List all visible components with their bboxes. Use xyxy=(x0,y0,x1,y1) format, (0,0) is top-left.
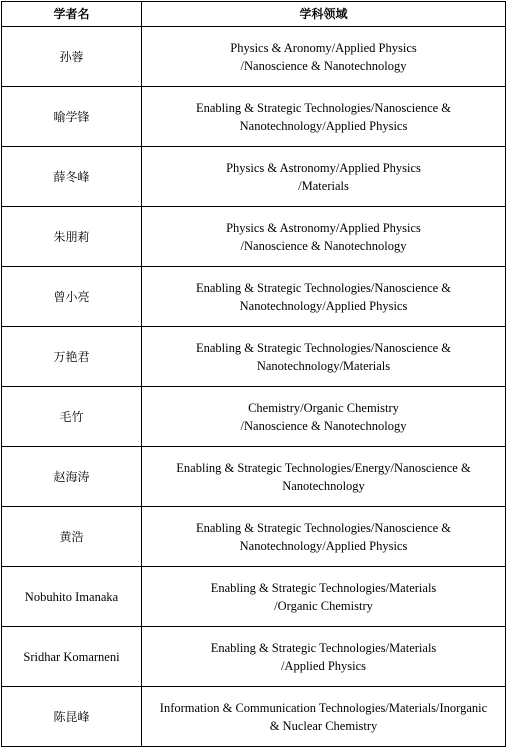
table-row xyxy=(2,507,506,567)
header-field: 学科领域 xyxy=(142,2,506,27)
field-line: /Nanoscience & Nanotechnology xyxy=(240,238,407,253)
table-row xyxy=(2,267,506,327)
research-field xyxy=(142,627,506,687)
field-line: /Applied Physics xyxy=(280,658,367,673)
table-row xyxy=(2,327,506,387)
scholar-name: 朱朋莉 xyxy=(2,207,142,267)
scholar-name: Nobuhito Imanaka xyxy=(2,567,142,627)
scholar-name: 孙蓉 xyxy=(2,27,142,87)
field-line: Enabling & Strategic Technologies/Materials xyxy=(210,640,437,655)
field-line: Nanotechnology xyxy=(282,478,365,493)
research-field xyxy=(142,87,506,147)
table-row xyxy=(2,387,506,447)
table-row xyxy=(2,147,506,207)
scholar-name: 毛竹 xyxy=(2,387,142,447)
research-field xyxy=(142,267,506,327)
field-line: Nanotechnology/Materials xyxy=(256,358,391,373)
research-field xyxy=(142,327,506,387)
field-line: Chemistry/Organic Chemistry xyxy=(248,400,399,415)
scholar-name: 陈昆峰 xyxy=(2,687,142,747)
table-row xyxy=(2,207,506,267)
research-field xyxy=(142,567,506,627)
research-field xyxy=(142,207,506,267)
table-row xyxy=(2,627,506,687)
table-header-row xyxy=(2,2,506,27)
field-line: Nanotechnology/Applied Physics xyxy=(239,118,408,133)
scholar-name: 黄浩 xyxy=(2,507,142,567)
field-line: Enabling & Strategic Technologies/Nanoscience & xyxy=(195,280,452,295)
scholar-name: 薛冬峰 xyxy=(2,147,142,207)
scholar-name: 赵海涛 xyxy=(2,447,142,507)
field-line: /Nanoscience & Nanotechnology xyxy=(240,58,407,73)
table-body xyxy=(2,27,506,747)
research-field xyxy=(142,447,506,507)
research-field xyxy=(142,507,506,567)
research-field xyxy=(142,387,506,447)
table-row xyxy=(2,27,506,87)
scholar-name: 曾小亮 xyxy=(2,267,142,327)
scholar-name: Sridhar Komarneni xyxy=(2,627,142,687)
field-line: Information & Communication Technologies/Materials/Inorganic xyxy=(159,700,488,715)
header-scholar-name: 学者名 xyxy=(2,2,142,27)
field-line: /Materials xyxy=(298,178,349,193)
field-line: Enabling & Strategic Technologies/Nanoscience & xyxy=(195,520,452,535)
field-line: Nanotechnology/Applied Physics xyxy=(239,298,408,313)
field-line: Nanotechnology/Applied Physics xyxy=(239,538,408,553)
field-line: Enabling & Strategic Technologies/Nanoscience & xyxy=(195,100,452,115)
scholar-name: 喻学锋 xyxy=(2,87,142,147)
field-line: & Nuclear Chemistry xyxy=(269,718,378,733)
research-field xyxy=(142,687,506,747)
research-field xyxy=(142,27,506,87)
table-row xyxy=(2,447,506,507)
field-line: Physics & Aronomy/Applied Physics xyxy=(230,40,417,55)
scholar-name: 万艳君 xyxy=(2,327,142,387)
table-row xyxy=(2,567,506,627)
scholars-table xyxy=(1,1,506,747)
table-row xyxy=(2,687,506,747)
field-line: Physics & Astronomy/Applied Physics xyxy=(226,220,421,235)
field-line: Enabling & Strategic Technologies/Energy/Nanoscience & xyxy=(176,460,471,475)
field-line: /Organic Chemistry xyxy=(274,598,373,613)
field-line: Physics & Astronomy/Applied Physics xyxy=(226,160,421,175)
research-field xyxy=(142,147,506,207)
field-line: /Nanoscience & Nanotechnology xyxy=(240,418,407,433)
field-line: Enabling & Strategic Technologies/Materials xyxy=(210,580,437,595)
table-row xyxy=(2,87,506,147)
field-line: Enabling & Strategic Technologies/Nanoscience & xyxy=(195,340,452,355)
